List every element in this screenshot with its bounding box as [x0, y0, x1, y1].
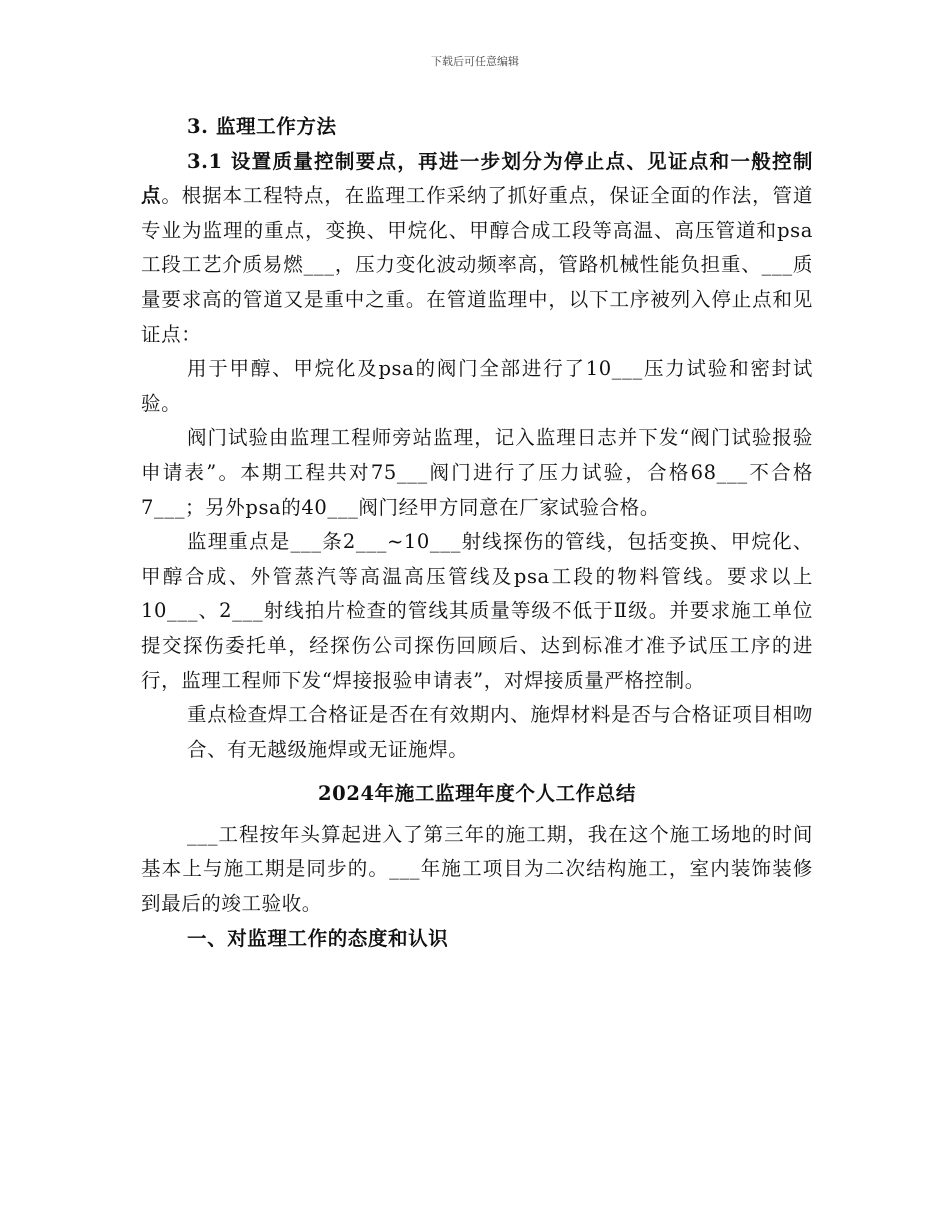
document-body [141, 110, 813, 956]
paragraph-welder-check: 重点检查焊工合格证是否在有效期内、施焊材料是否与合格证项目相吻合、有无越级施焊或无证施焊。 [187, 703, 813, 761]
paragraph-control-points-text: 。根据本工程特点，在监理工作采纳了抓好重点，保证全面的作法，管道专业为监理的重点，变换、甲烷化、甲醇合成工段等高温、高压管道和psa工段工艺介质易燃___，压力变化波动频率高，管路机械性能负担重、___质量要求高的管道又是重中之重。在管道监理中，以下工序被列入停止点和见证点： [141, 184, 813, 346]
paragraph-valve-supervision: 阀门试验由监理工程师旁站监理，记入监理日志并下发“阀门试验报验申请表”。本期工程共对75___阀门进行了压力试验，合格68___不合格7___；另外psa的40___阀门经甲方同意在厂家试验合格。 [141, 426, 813, 519]
subheading-control-points: 3.1 设置质量控制要点，再进一步划分为停止点、见证点和一般控制点 [141, 149, 813, 208]
page-header-note: 下载后可任意编辑 [431, 55, 519, 68]
paragraph-control-points [141, 145, 813, 353]
paragraph-intro: ___工程按年头算起进入了第三年的施工期，我在这个施工场地的时间基本上与施工期是同步的。___年施工项目为二次结构施工，室内装饰装修到最后的竣工验收。 [141, 822, 813, 916]
section-heading-attitude: 一、对监理工作的态度和认识 [187, 926, 449, 950]
section-heading-methods: 3. 监理工作方法 [187, 115, 337, 138]
paragraph-radiographic-inspection: 监理重点是___条2___~10___射线探伤的管线，包括变换、甲烷化、甲醇合成、外管蒸汽等高温高压管线及psa工段的物料管线。要求以上10___、2___射线拍片检查的管线其质量等级不低于Ⅱ级。并要求施工单位提交探伤委托单，经探伤公司探伤回顾后、达到标准才准予试压工序的进行，监理工程师下发“焊接报验申请表”，对焊接质量严格控制。 [141, 530, 813, 692]
document-title: 2024年施工监理年度个人工作总结 [318, 782, 636, 806]
paragraph-valve-tests: 用于甲醇、甲烷化及psa的阀门全部进行了10___压力试验和密封试验。 [141, 357, 813, 415]
